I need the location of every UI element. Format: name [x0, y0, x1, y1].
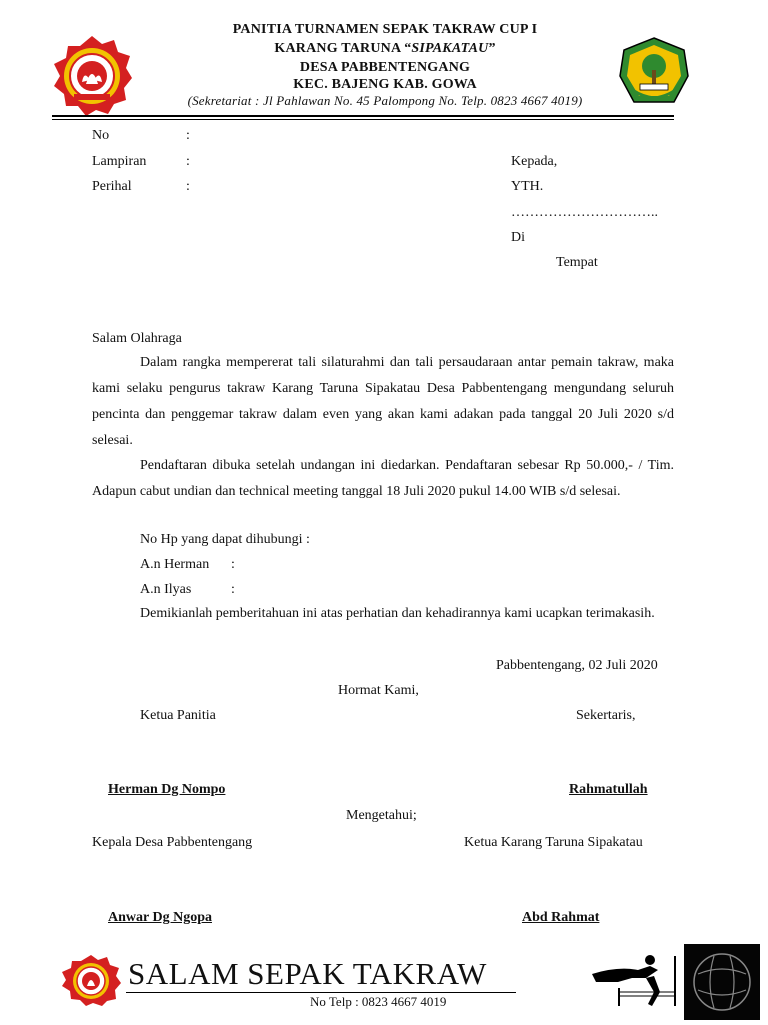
header-district: KEC. BAJENG KAB. GOWA	[293, 77, 477, 92]
contact-herman: A.n Herman	[140, 557, 210, 572]
footer-rule	[126, 992, 516, 993]
header-org-emph: SIPAKATAU	[411, 41, 489, 56]
place-date: Pabbentengang, 02 Juli 2020	[496, 658, 658, 673]
paragraph-closing: Demikianlah pemberitahuan ini atas perhatian dan kehadirannya kami ucapkan terimakasih.	[140, 606, 655, 621]
header-rule-thick	[52, 115, 674, 117]
lampiran-colon: :	[186, 154, 190, 169]
paragraph-registration: Pendaftaran dibuka setelah undangan ini diedarkan. Pendaftaran sebesar Rp 50.000,- / Tim. Adapun cabut undian dan technical meeting tanggal 18 Juli 2020 pukul 14.00 WIB s/d selesai.	[92, 458, 674, 499]
contact-ilyas: A.n Ilyas	[140, 582, 192, 597]
recipient-tempat: Tempat	[556, 255, 598, 270]
contact-herman-colon: :	[231, 557, 235, 572]
header-committee: PANITIA TURNAMEN SEPAK TAKRAW CUP I	[232, 22, 538, 37]
footer-slogan: SALAM SEPAK TAKRAW	[128, 956, 487, 991]
karang-taruna-logo	[50, 34, 134, 118]
header-organization	[160, 41, 610, 57]
recipient-kepada: Kepada,	[511, 154, 558, 169]
ketua-kt-name: Abd Rahmat	[522, 910, 600, 925]
paragraph-invitation: Dalam rangka mempererat tali silaturahmi dan tali persaudaraan antar pemain takraw, maka kami selaku pengurus takraw Karang Taruna Sipakatau Desa Pabbentengang mengundang seluruh pencinta dan penggemar takraw dalam even yang akan kami adakan pada tanggal 20 Juli 2020 s/d selesai.	[92, 355, 674, 448]
header-org-prefix: KARANG TARUNA “	[274, 41, 412, 56]
header-org-suffix: ”	[488, 41, 496, 56]
contact-heading: No Hp yang dapat dihubungi :	[140, 532, 310, 547]
footer-phone: No Telp : 0823 4667 4019	[310, 994, 447, 1009]
recipient-dots: …………………………..	[511, 205, 658, 220]
header-village: DESA PABBENTENGANG	[299, 60, 471, 75]
recipient-di: Di	[511, 230, 525, 245]
mengetahui: Mengetahui;	[346, 808, 417, 823]
sekertaris-name: Rahmatullah	[569, 782, 648, 797]
takraw-ball-icon	[684, 944, 760, 1020]
sekertaris-title: Sekertaris,	[576, 708, 636, 723]
greeting: Salam Olahraga	[92, 331, 182, 346]
header-secretariat: (Sekretariat : Jl Pahlawan No. 45 Palompong No. Telp. 0823 4667 4019)	[187, 93, 583, 108]
ketua-kt-title: Ketua Karang Taruna Sipakatau	[464, 835, 643, 850]
recipient-yth: YTH.	[511, 179, 544, 194]
lampiran-label: Lampiran	[92, 154, 147, 169]
no-label: No	[92, 128, 110, 143]
takraw-player-icon	[588, 952, 688, 1010]
hormat-kami: Hormat Kami,	[338, 683, 419, 698]
perihal-label: Perihal	[92, 179, 132, 194]
perihal-colon: :	[186, 179, 190, 194]
no-colon: :	[186, 128, 190, 143]
ketua-panitia-name: Herman Dg Nompo	[108, 782, 226, 797]
footer-karang-taruna-logo	[60, 954, 122, 1006]
takraw-ball-emblem	[684, 944, 760, 1020]
header-rule-thin	[52, 119, 674, 120]
kepala-desa-name: Anwar Dg Ngopa	[108, 910, 212, 925]
contact-ilyas-colon: :	[231, 582, 235, 597]
kepala-desa-title: Kepala Desa Pabbentengang	[92, 835, 253, 850]
regency-emblem	[618, 36, 690, 108]
ketua-panitia-title: Ketua Panitia	[140, 708, 216, 723]
